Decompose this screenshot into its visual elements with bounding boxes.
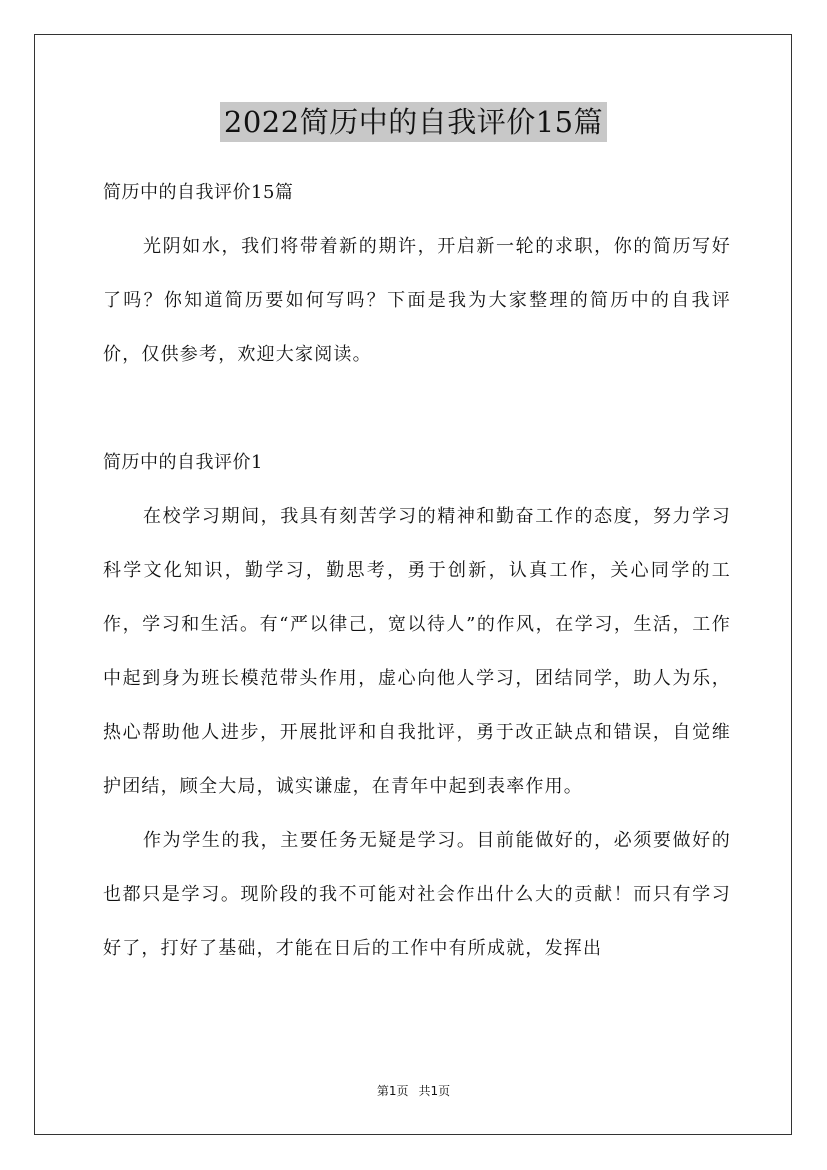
intro-paragraph: 光阴如水，我们将带着新的期许，开启新一轮的求职，你的简历写好了吗？你知道简历要如何写吗？下面是我为大家整理的简历中的自我评价，仅供参考，欢迎大家阅读。 xyxy=(103,236,731,365)
page-footer xyxy=(0,1083,827,1099)
section-heading: 简历中的自我评价1 xyxy=(103,452,263,473)
paragraph-spacer xyxy=(103,382,731,436)
page-number: 第1页 xyxy=(376,1084,409,1098)
document-subtitle: 简历中的自我评价15篇 xyxy=(103,182,294,203)
page-total: 共1页 xyxy=(418,1084,451,1098)
document-body xyxy=(103,166,731,976)
section-paragraph: 在校学习期间，我具有刻苦学习的精神和勤奋工作的态度，努力学习科学文化知识，勤学习，勤思考，勇于创新，认真工作，关心同学的工作，学习和生活。有“严以律己，宽以待人”的作风，在学习，生活，工作中起到身为班长模范带头作用，虚心向他人学习，团结同学，助人为乐，热心帮助他人进步，开展批评和自我批评，勇于改正缺点和错误，自觉维护团结，顾全大局，诚实谦虚，在青年中起到表率作用。 xyxy=(103,506,731,797)
document-title: 2022简历中的自我评价15篇 xyxy=(220,102,607,142)
title-container xyxy=(0,102,827,142)
section-paragraph: 作为学生的我，主要任务无疑是学习。目前能做好的，必须要做好的也都只是学习。现阶段的我不可能对社会作出什么大的贡献！而只有学习好了，打好了基础，才能在日后的工作中有所成就，发挥出 xyxy=(103,830,731,959)
